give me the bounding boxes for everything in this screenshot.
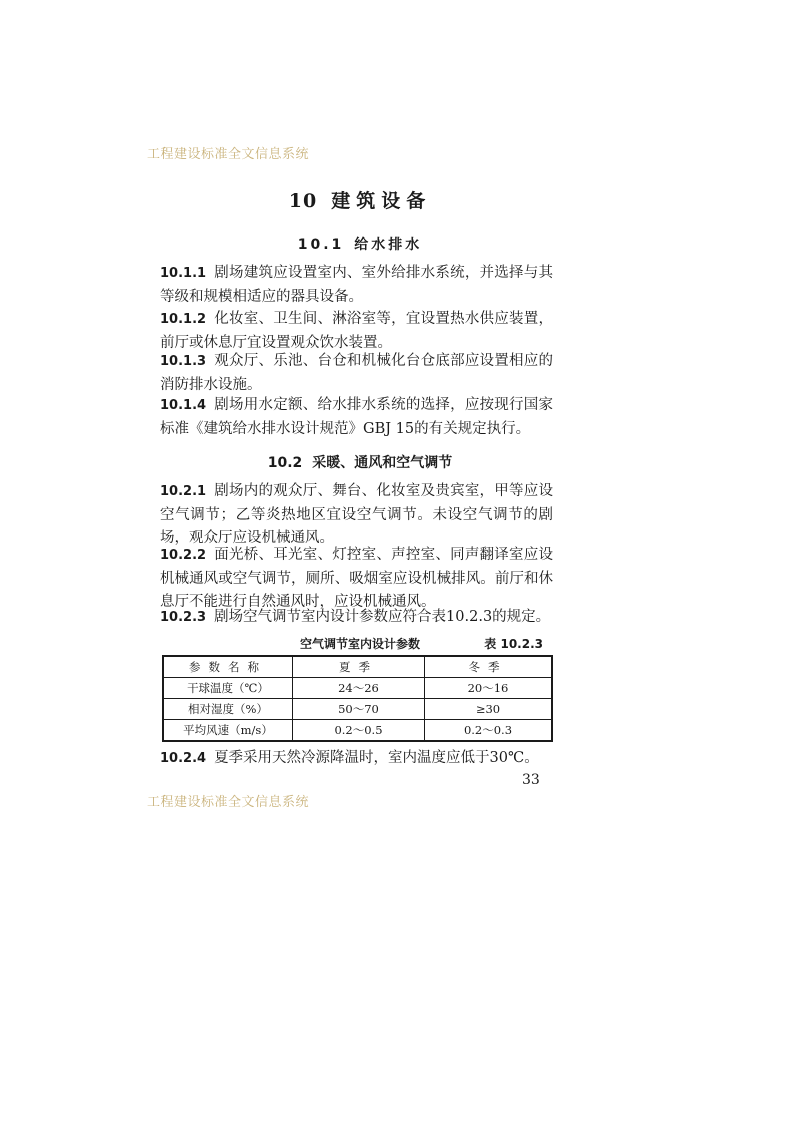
table-header-cell: 夏季 [293, 656, 425, 678]
table-number: 表 10.2.3 [484, 637, 543, 651]
section-title-text: 给水排水 [354, 237, 423, 253]
clause-number: 10.1.4 [160, 398, 207, 413]
table-cell: ≥30 [425, 699, 553, 720]
clause-number: 10.2.3 [160, 610, 207, 625]
clause-number: 10.1.3 [160, 354, 207, 369]
watermark-bottom: 工程建设标准全文信息系统 [147, 795, 310, 810]
clause-text: 剧场建筑应设置室内、室外给排水系统，并选择与其等级和规模相适应的器具设备。 [160, 265, 553, 305]
clause [160, 262, 553, 309]
table-cell: 相对湿度（%） [163, 699, 293, 720]
clause-text: 化妆室、卫生间、淋浴室等，宜设置热水供应装置，前厅或休息厅宜设置观众饮水装置。 [160, 311, 553, 351]
section-title [0, 452, 720, 472]
table-cell: 干球温度（℃） [163, 678, 293, 699]
section-title-text: 采暖、通风和空气调节 [312, 455, 453, 471]
section-title [0, 234, 720, 254]
clause-text: 剧场空气调节室内设计参数应符合表10.2.3的规定。 [214, 609, 551, 625]
table-caption-text: 空气调节室内设计参数 [300, 637, 421, 651]
table-header-row [163, 656, 552, 678]
clause [160, 747, 553, 771]
table-row [163, 699, 552, 720]
chapter-number: 10 [288, 190, 318, 212]
parameters-table [162, 655, 553, 742]
section-number: 10.1 [297, 237, 345, 253]
clause-number: 10.1.2 [160, 312, 207, 327]
table-row [163, 720, 552, 742]
clause-number: 10.2.1 [160, 484, 207, 499]
table-cell: 平均风速（m/s） [163, 720, 293, 742]
table-cell: 0.2～0.3 [425, 720, 553, 742]
clause [160, 350, 553, 397]
table-cell: 20～16 [425, 678, 553, 699]
clause-number: 10.2.2 [160, 548, 207, 563]
clause-number: 10.2.4 [160, 751, 207, 766]
clause [160, 308, 553, 355]
clause-text: 剧场内的观众厅、舞台、化妆室及贵宾室，甲等应设空气调节；乙等炎热地区宜设空气调节。未设空气调节的剧场，观众厅应设机械通风。 [160, 483, 553, 546]
clause [160, 544, 553, 615]
table-cell: 50～70 [293, 699, 425, 720]
table-header-cell: 参数名称 [163, 656, 293, 678]
table-cell: 0.2～0.5 [293, 720, 425, 742]
clause-text: 观众厅、乐池、台仓和机械化台仓底部应设置相应的消防排水设施。 [160, 353, 553, 393]
clause-text: 剧场用水定额、给水排水系统的选择，应按现行国家标准《建筑给水排水设计规范》GBJ 15的有关规定执行。 [160, 397, 553, 437]
clause-number: 10.1.1 [160, 266, 207, 281]
watermark-top: 工程建设标准全文信息系统 [147, 147, 310, 162]
clause [160, 480, 553, 551]
table-header-cell: 冬季 [425, 656, 553, 678]
chapter-title-text: 建筑设备 [331, 190, 432, 212]
clause-text: 夏季采用天然冷源降温时，室内温度应低于30℃。 [214, 750, 539, 766]
table-row [163, 678, 552, 699]
clause-text: 面光桥、耳光室、灯控室、声控室、同声翻译室应设机械通风或空气调节，厕所、吸烟室应设机械排风。前厅和休息厅不能进行自然通风时，应设机械通风。 [160, 547, 553, 610]
page-number: 33 [522, 772, 540, 788]
section-number: 10.2 [267, 455, 303, 471]
clause [160, 394, 553, 441]
chapter-title [0, 186, 720, 213]
table-cell: 24～26 [293, 678, 425, 699]
clause [160, 606, 553, 630]
